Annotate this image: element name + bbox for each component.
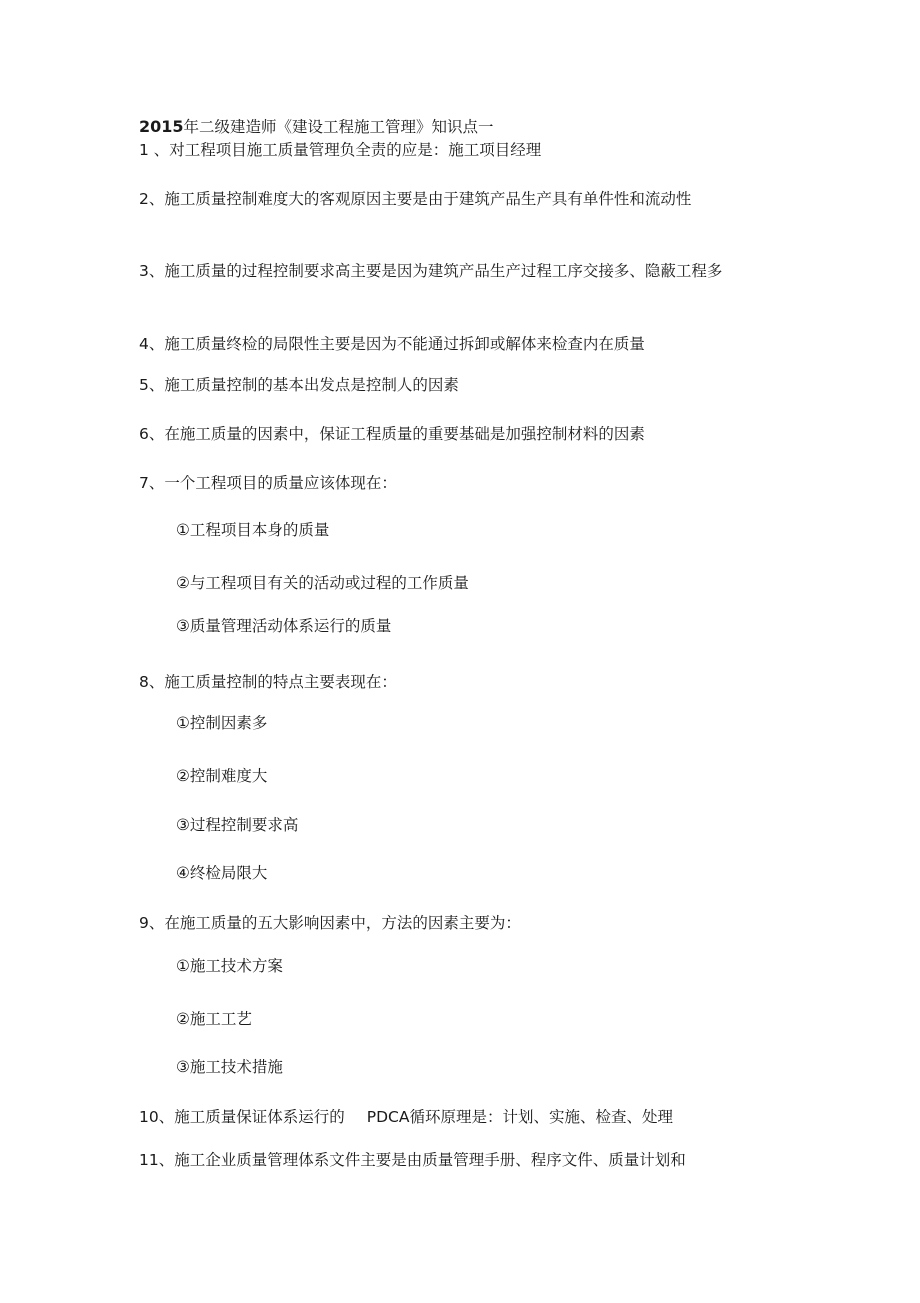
item-3: 3、施工质量的过程控制要求高主要是因为建筑产品生产过程工序交接多、隐蔽工程多 — [139, 262, 723, 280]
item-5: 5、施工质量控制的基本出发点是控制人的因素 — [139, 376, 459, 394]
title-text: 年二级建造师《建设工程施工管理》知识点一 — [183, 118, 494, 136]
item-9-sub-3: ③施工技术措施 — [176, 1058, 283, 1076]
item-7-sub-3: ③质量管理活动体系运行的质量 — [176, 617, 392, 635]
item-6: 6、在施工质量的因素中，保证工程质量的重要基础是加强控制材料的因素 — [139, 425, 645, 443]
item-11: 11、施工企业质量管理体系文件主要是由质量管理手册、程序文件、质量计划和 — [139, 1151, 686, 1169]
item-8-sub-3: ③过程控制要求高 — [176, 816, 299, 834]
item-9-sub-1: ①施工技术方案 — [176, 957, 283, 975]
item-9-sub-2: ②施工工艺 — [176, 1010, 252, 1028]
item-9: 9、在施工质量的五大影响因素中，方法的因素主要为： — [139, 914, 521, 932]
item-8-sub-4: ④终检局限大 — [176, 864, 268, 882]
item-4: 4、施工质量终检的局限性主要是因为不能通过拆卸或解体来检查内在质量 — [139, 335, 645, 353]
item-7: 7、一个工程项目的质量应该体现在： — [139, 474, 397, 492]
item-8: 8、施工质量控制的特点主要表现在： — [139, 673, 397, 691]
item-10-part-b: PDCA循环原理是：计划、实施、检查、处理 — [366, 1108, 673, 1126]
item-8-sub-1: ①控制因素多 — [176, 714, 268, 732]
item-10-part-a: 10、施工质量保证体系运行的 — [139, 1108, 345, 1126]
item-7-sub-2: ②与工程项目有关的活动或过程的工作质量 — [176, 574, 469, 592]
document-title — [139, 116, 494, 138]
item-2: 2、施工质量控制难度大的客观原因主要是由于建筑产品生产具有单件性和流动性 — [139, 190, 692, 208]
title-year: 2015 — [139, 117, 184, 136]
item-1: 1 、对工程项目施工质量管理负全责的应是：施工项目经理 — [139, 141, 542, 159]
item-10 — [139, 1106, 673, 1128]
item-8-sub-2: ②控制难度大 — [176, 767, 268, 785]
item-7-sub-1: ①工程项目本身的质量 — [176, 521, 330, 539]
